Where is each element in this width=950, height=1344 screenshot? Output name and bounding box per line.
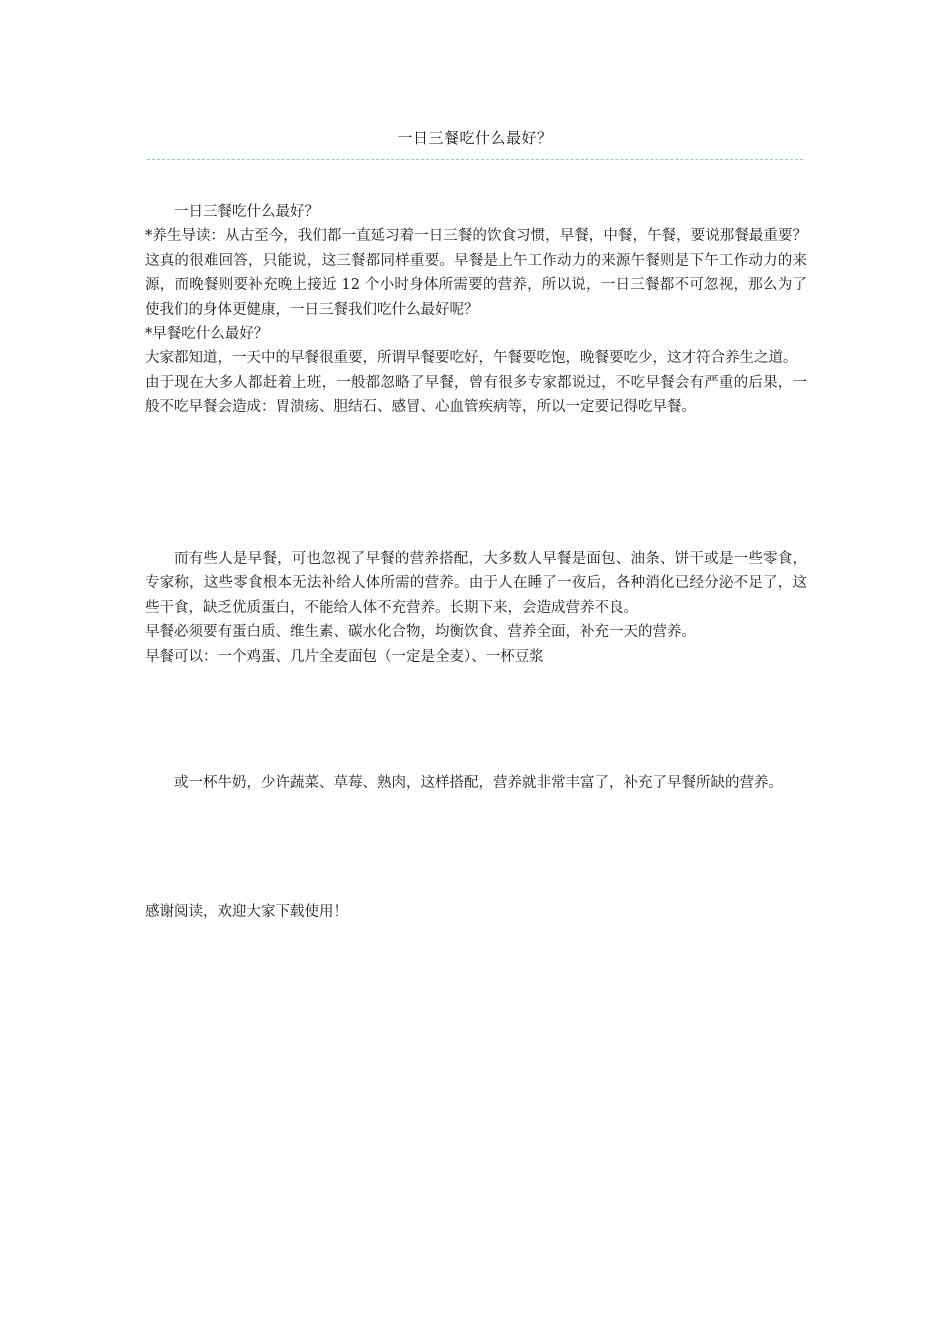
- breakfast-alternative-section: [145, 771, 807, 795]
- title-divider: [147, 159, 803, 160]
- paragraph: 早餐必须要有蛋白质、维生素、碳水化合物，均衡饮食、营养全面，补充一天的营养。: [145, 624, 696, 641]
- paragraph: 或一杯牛奶，少许蔬菜、草莓、熟肉，这样搭配，营养就非常丰富了，补充了早餐所缺的营养。: [174, 775, 783, 791]
- section-heading: 一日三餐吃什么最好？: [174, 204, 319, 220]
- subheading: *早餐吃什么最好？: [145, 326, 269, 343]
- breakfast-section: [145, 547, 807, 669]
- paragraph: 早餐可以：一个鸡蛋、几片全麦面包（一定是全麦）、一杯豆浆: [145, 648, 544, 665]
- document-title: 一日三餐吃什么最好？: [397, 129, 553, 147]
- closing-note: 感谢阅读，欢迎大家下载使用！: [145, 904, 348, 920]
- paragraph: 而有些人是早餐，可也忽视了早餐的营养搭配，大多数人早餐是面包、油条、饼干或是一些零食，专家称，这些零食根本无法补给人体所需的营养。由于人在睡了一夜后，各种消化已经分泌不足了，这些干食，缺乏优质蛋白，不能给人体不充营养。长期下来，会造成营养不良。: [145, 551, 807, 616]
- paragraph: *养生导读：从古至今，我们都一直延习着一日三餐的饮食习惯，早餐，中餐，午餐，要说那餐最重要？这真的很难回答，只能说，这三餐都同样重要。早餐是上午工作动力的来源午餐则是下午工作动力的来源，而晚餐则要补充晚上接近 12 个小时身体所需要的营养，所以说，一日三餐都不可忽视，那么为了使我们的身体更健康，一日三餐我们吃什么最好呢？: [145, 228, 807, 318]
- paragraph: 由于现在大多人都赶着上班，一般都忽略了早餐，曾有很多专家都说过，不吃早餐会有严重的后果，一般不吃早餐会造成：胃溃疡、胆结石、感冒、心血管疾病等，所以一定要记得吃早餐。: [145, 374, 807, 416]
- paragraph: 大家都知道，一天中的早餐很重要，所谓早餐要吃好，午餐要吃饱，晚餐要吃少，这才符合养生之道。: [145, 350, 798, 367]
- intro-section: [145, 200, 807, 420]
- closing-section: [145, 900, 807, 924]
